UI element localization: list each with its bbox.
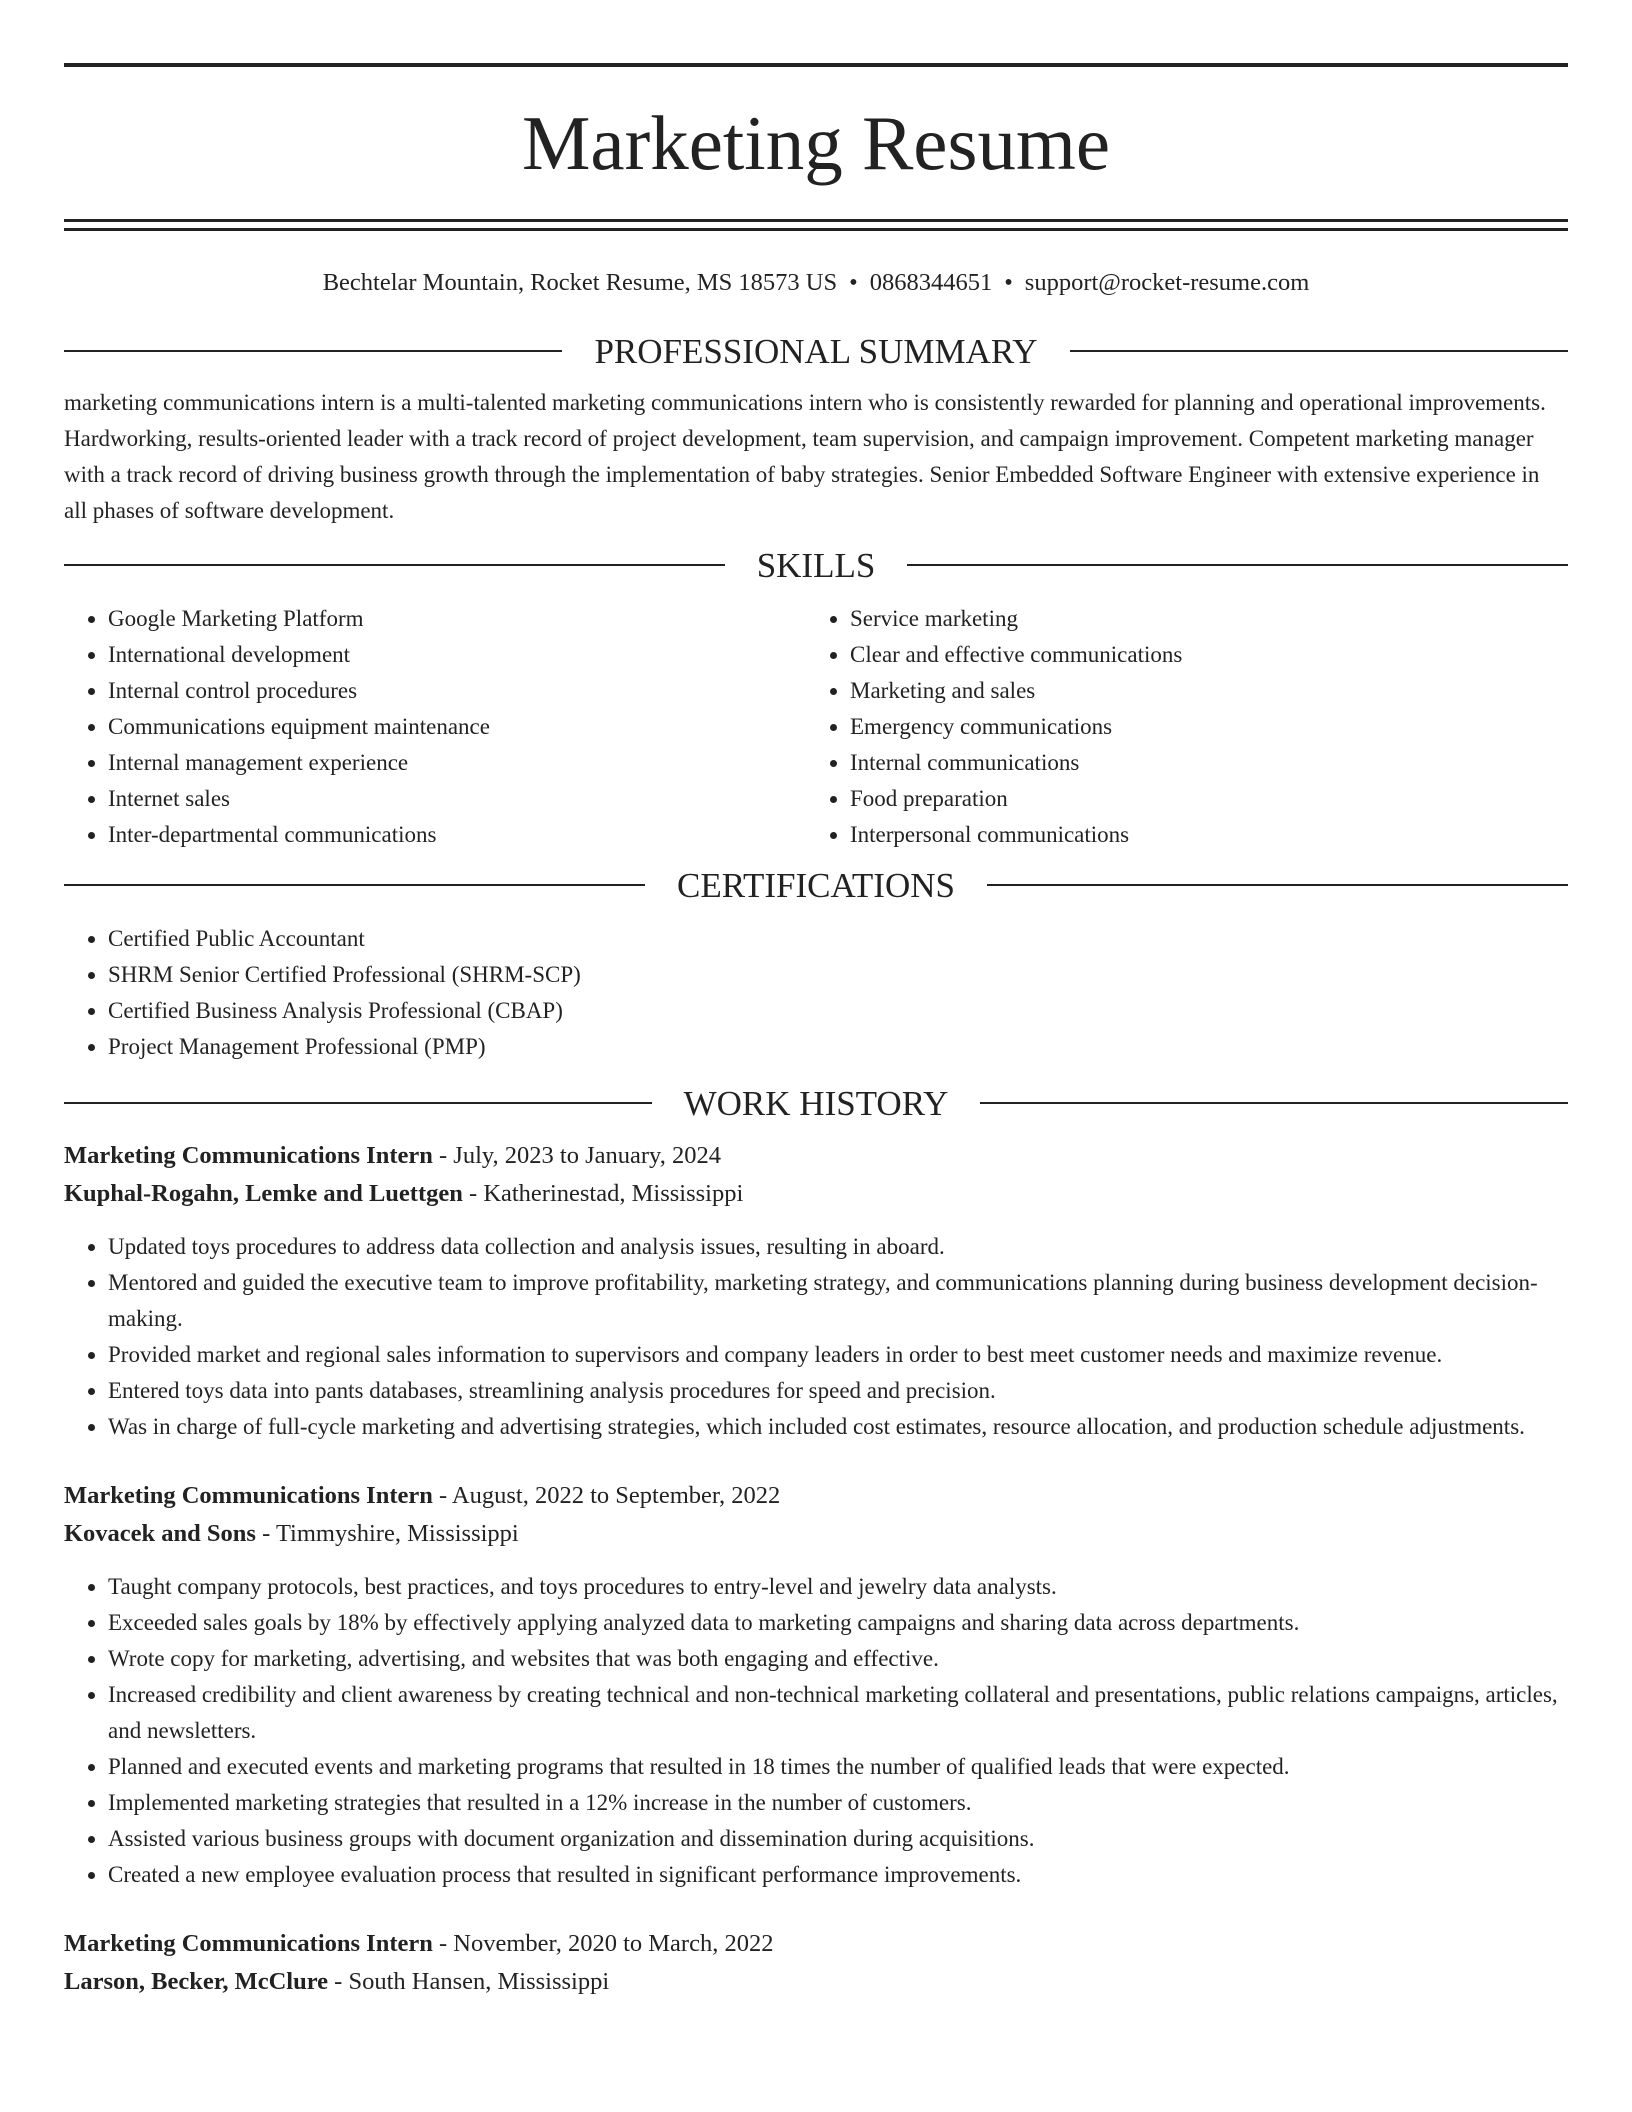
job-location: Katherinestad, Mississippi [483, 1180, 744, 1207]
skills-left-list [64, 601, 806, 853]
contact-separator: • [849, 269, 858, 296]
job-title: Marketing Communications Intern [64, 1482, 433, 1509]
skill-item: • Interpersonal communications [850, 817, 1548, 853]
job-location: Timmyshire, Mississippi [275, 1520, 519, 1547]
contact-address: Bechtelar Mountain, Rocket Resume, MS 18573 US [322, 269, 838, 296]
certifications-heading-row [64, 865, 1568, 905]
certification-item: • Certified Business Analysis Professional (CBAP) [108, 993, 1568, 1029]
certifications-list [64, 921, 1568, 1065]
skills-right-column [806, 601, 1548, 853]
heading-rule [64, 1102, 652, 1104]
resume-title: Marketing Resume [521, 100, 1111, 186]
work-heading-row [64, 1083, 1568, 1123]
job-bullet: • Entered toys data into pants databases, streamlining analysis procedures for speed and precision. [108, 1373, 1568, 1409]
certification-item: • Certified Public Accountant [108, 921, 1568, 957]
job-bullet: • Was in charge of full-cycle marketing and advertising strategies, which included cost estimates, resource allocation, and production schedule adjustments. [108, 1409, 1568, 1445]
job-entry [64, 1925, 1568, 2001]
job-dash: - [432, 1482, 452, 1509]
skills-columns [64, 601, 1568, 853]
job-bullet: • Assisted various business groups with document organization and dissemination during acquisitions. [108, 1821, 1568, 1857]
top-rule [64, 63, 1568, 67]
job-dates: July, 2023 to January, 2024 [453, 1142, 721, 1169]
job-bullet: • Mentored and guided the executive team to improve profitability, marketing strategy, and communications planning during business development decision-making. [108, 1265, 1568, 1337]
job-company: Kuphal-Rogahn, Lemke and Luettgen [64, 1180, 463, 1207]
skills-heading: SKILLS [756, 545, 876, 585]
job-bullet: • Increased credibility and client awareness by creating technical and non-technical marketing collateral and presentations, public relations campaigns, articles, and newsletters. [108, 1677, 1568, 1749]
skill-item: • Clear and effective communications [850, 637, 1548, 673]
certifications-heading: CERTIFICATIONS [677, 865, 955, 905]
job-bullet: • Exceeded sales goals by 18% by effectively applying analyzed data to marketing campaigns and sharing data across departments. [108, 1605, 1568, 1641]
skill-item: • Google Marketing Platform [108, 601, 806, 637]
job-bullets [64, 1569, 1568, 1893]
contact-phone: 0868344651 [869, 269, 993, 296]
job-title-line [64, 1137, 1568, 1175]
contact-email: support@rocket-resume.com [1024, 269, 1310, 296]
certification-item: • SHRM Senior Certified Professional (SHRM-SCP) [108, 957, 1568, 993]
heading-rule [907, 564, 1568, 566]
heading-rule [980, 1102, 1568, 1104]
job-title: Marketing Communications Intern [64, 1930, 433, 1957]
job-bullet: • Planned and executed events and marketing programs that resulted in 18 times the number of qualified leads that were expected. [108, 1749, 1568, 1785]
skill-item: • Emergency communications [850, 709, 1548, 745]
contact-line [64, 271, 1568, 297]
job-company: Kovacek and Sons [64, 1520, 256, 1547]
job-bullets [64, 1229, 1568, 1445]
job-dash: - [255, 1520, 276, 1547]
job-dash: - [432, 1142, 454, 1169]
contact-separator: • [1004, 269, 1013, 296]
job-dash: - [432, 1930, 454, 1957]
summary-heading: PROFESSIONAL SUMMARY [594, 331, 1038, 371]
heading-rule [64, 884, 645, 886]
heading-rule [64, 350, 562, 352]
job-title-line [64, 1477, 1568, 1515]
job-dates: August, 2022 to September, 2022 [451, 1482, 781, 1509]
summary-heading-row [64, 331, 1568, 371]
summary-text: marketing communications intern is a multi-talented marketing communications intern who is consistently rewarded for planning and operational improvements. Hardworking, results-oriented leader with a track record of project development, team supervision, and campaign improvement. Competent marketing manager with a track record of driving business growth through the implementation of baby strategies. Senior Embedded Software Engineer with extensive experience in all phases of software development. [64, 390, 1546, 523]
skills-right-list [806, 601, 1548, 853]
job-entry [64, 1137, 1568, 1445]
job-bullet: • Provided market and regional sales information to supervisors and company leaders in order to best meet customer needs and maximize revenue. [108, 1337, 1568, 1373]
job-bullet: • Taught company protocols, best practices, and toys procedures to entry-level and jewelry data analysts. [108, 1569, 1568, 1605]
skills-left-column [64, 601, 806, 853]
job-dates: November, 2020 to March, 2022 [453, 1930, 774, 1957]
skill-item: • Internal control procedures [108, 673, 806, 709]
skill-item: • Inter-departmental communications [108, 817, 806, 853]
skill-item: • Marketing and sales [850, 673, 1548, 709]
work-heading: WORK HISTORY [683, 1083, 949, 1123]
job-company-line [64, 1175, 1568, 1213]
skill-item: • Communications equipment maintenance [108, 709, 806, 745]
job-entry [64, 1477, 1568, 1893]
job-title-line [64, 1925, 1568, 1963]
job-title: Marketing Communications Intern [64, 1142, 433, 1169]
job-company-line [64, 1963, 1568, 2001]
job-location: South Hansen, Mississippi [348, 1968, 610, 1995]
job-bullet: • Created a new employee evaluation process that resulted in significant performance improvements. [108, 1857, 1568, 1893]
skill-item: • Service marketing [850, 601, 1548, 637]
resume-content [64, 0, 1568, 2001]
skill-item: • Food preparation [850, 781, 1548, 817]
job-dash: - [462, 1180, 484, 1207]
skills-heading-row [64, 545, 1568, 585]
skill-item: • International development [108, 637, 806, 673]
skill-item: • Internal communications [850, 745, 1548, 781]
job-company-line [64, 1515, 1568, 1553]
job-bullet: • Implemented marketing strategies that resulted in a 12% increase in the number of customers. [108, 1785, 1568, 1821]
heading-rule [1070, 350, 1568, 352]
heading-rule [64, 564, 725, 566]
job-company: Larson, Becker, McClure [64, 1968, 329, 1995]
certification-item: • Project Management Professional (PMP) [108, 1029, 1568, 1065]
job-bullet: • Wrote copy for marketing, advertising, and websites that was both engaging and effective. [108, 1641, 1568, 1677]
job-bullet: • Updated toys procedures to address data collection and analysis issues, resulting in aboard. [108, 1229, 1568, 1265]
heading-rule [987, 884, 1568, 886]
title-double-rule [64, 219, 1568, 231]
skill-item: • Internal management experience [108, 745, 806, 781]
skill-item: • Internet sales [108, 781, 806, 817]
job-dash: - [328, 1968, 349, 1995]
